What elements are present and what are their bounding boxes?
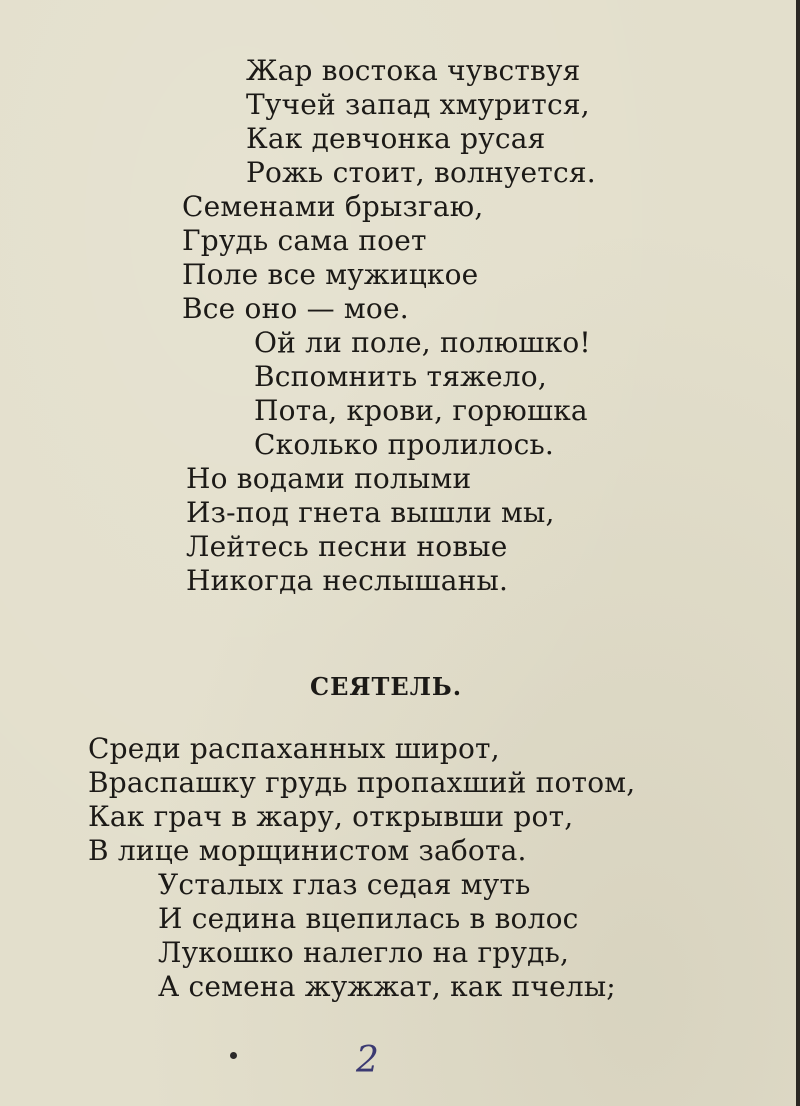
poem-line: А семена жужжат, как пчелы; (158, 970, 616, 1003)
poem-line: И седина вцепилась в волос (158, 902, 579, 935)
poem-line: Никогда неслышаны. (186, 564, 509, 597)
poem-line: Ой ли поле, полюшко! (254, 326, 591, 359)
poem-line: Из-под гнета вышли мы, (186, 496, 555, 529)
poem-line: Как девчонка русая (246, 122, 546, 155)
poem-line: Среди распаханных широт, (88, 732, 500, 765)
poem-line: Усталых глаз седая муть (158, 868, 531, 901)
poem-line: Поле все мужицкое (182, 258, 479, 291)
poem-line: Тучей запад хмурится, (246, 88, 590, 121)
poem-line: Лукошко налегло на грудь, (158, 936, 570, 969)
poem-line: В лице морщинистом забота. (88, 834, 527, 867)
poem-line: Грудь сама поет (182, 224, 427, 257)
page-edge (796, 0, 800, 1106)
poem-line: Все оно — мое. (182, 292, 409, 325)
poem-line: Рожь стоит, волнуется. (246, 156, 596, 189)
page-number: 2 (356, 1040, 379, 1081)
poem-line: Враспашку грудь пропахший потом, (88, 766, 636, 799)
poem-line: Жар востока чувствуя (246, 54, 581, 87)
poem-line: Лейтесь песни новые (186, 530, 508, 563)
poem-line: Но водами полыми (186, 462, 472, 495)
poem-line: Вспомнить тяжело, (254, 360, 547, 393)
poem-line: Сколько пролилось. (254, 428, 555, 461)
ink-dot (230, 1052, 237, 1059)
poem-line: Пота, крови, горюшка (254, 394, 588, 427)
poem-title: СЕЯТЕЛЬ. (310, 672, 463, 701)
poem-line: Как грач в жару, открывши рот, (88, 800, 574, 833)
poem-line: Семенами брызгаю, (182, 190, 484, 223)
